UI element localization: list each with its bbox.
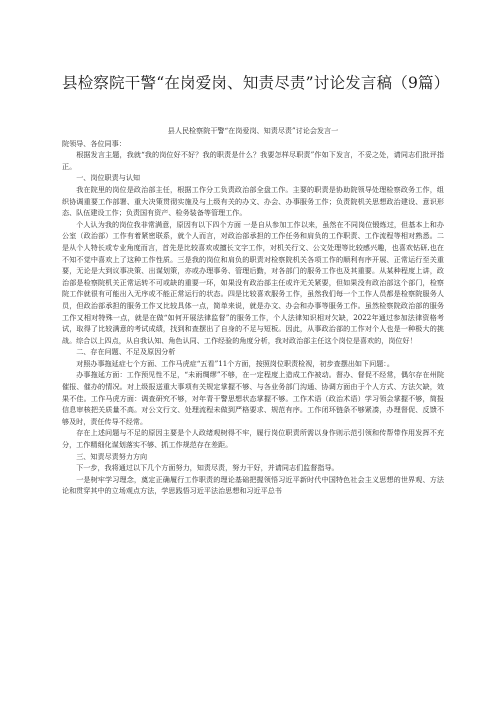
- paragraph: 办事拖延方面：工作预见性不足，“未雨绸缪”不够，在一定程度上造成工作被动。督办、督促不经常，偶尔存在州院催报、催办的情况。对上级报送重大事项有关规定掌握不够、与各业务部门沟通、协调方面由于个人方式、方法欠缺，效果不佳。工作马虎方面：调查研究不够，对年青干警思想状态掌握不够。工作术语（政治术语）学习领会掌握不够，简报信息审核把关质量不高。对公文行文、处理流程未做到严格要求、规范有序。工作闭环链条不够紧凑，办理督促、反馈不够及时，责任传导不经常。: [62, 370, 444, 426]
- paragraph: 存在上述问题与不足的原因主要是个人政绪观树得不牢，履行岗位职责所需以身作则示范引领和传帮带作用发挥不充分，工作精细化谋划落实不够、抓工作规范存在差距。: [62, 428, 444, 450]
- section-heading: 二、存在问题、不足及原因分析: [76, 347, 176, 357]
- paragraph: 对照办事拖延症七个方面、工作马虎症“五看”11个方面，按照岗位职责检视，初步查摆出如下问题：。: [76, 358, 394, 368]
- paragraph: 我在院里的岗位是政治部主任，根据工作分工负责政治部全盘工作。主要的职责是协助院领导处理检察政务工作，组织协调重要工作部署、重大决策贯彻实施及与上级有关的办文、办会、办事服务工作；负责院机关思想政治建设、意识形态、队伍建设工作；负责国有资产、检务装备等管理工作。: [62, 184, 444, 218]
- paragraph: 根据发言主题，我就“我的岗位好不好？我的职责是什么？我要怎样尽职责”作如下发言，不妥之处，请同志们批评指正。: [62, 150, 444, 171]
- salutation: 院领导、各位同事：: [62, 138, 126, 148]
- document-subtitle: 县人民检察院干警“在岗爱岗、知责尽责”讨论会发言一: [167, 126, 339, 135]
- document-title: 县检察院干警“在岗爱岗、知责尽责”讨论发言稿（9篇）: [62, 74, 450, 92]
- section-heading: 三、知责尽责努力方向: [76, 451, 148, 461]
- document-body: [62, 125, 444, 497]
- paragraph: 下一步，我将通过以下几个方面努力，知责尽责，努力干好，并请同志们监督指导。: [76, 463, 339, 473]
- paragraph: 一是树牢学习理念，奠定正确履行工作职责的理论基础把握领悟习近平新时代中国特色社会主义思想的世界观、方法论和贯穿其中的立场观点方法，学思践悟习近平法治思想和习近平总书: [62, 474, 444, 496]
- paragraph: 个人认为我的岗位我非常满意，原因有以下四个方面 一是自从参加工作以来，虽然在不同岗位锻炼过，但基本上和办公室（政治部）工作有着紧密联系，就个人而言，对政治部承担的工作任务和肩负的工作职责、工作流程等相对熟悉。二是从个人特长或专业角度而言，首先是比较喜欢或擅长文字工作，对机关行文、公文处理等比较感兴趣，也喜欢钻研,也在不知不觉中喜欢上了这种工作性质。三是我的岗位和肩负的职责对检察院机关各项工作的顺利有序开展、正常运行至关重要，无论是大到议事决策、出谋划策，亦或办理事务、管理后勤，对各部门的服务工作也及其重要。从某种程度上讲，政治部是检察院机关正常运转不可或缺的重要一环，如果没有政治部主任或许无关紧要，但如果没有政治部这个部门，检察院工作就很有可能出入无序或不能正常运行的状态。四是比较喜欢服务工作，虽然我们每一个工作人员都是检察院服务人员，但政治部承担的服务工作又比较具体一点，简单来说，就是办文、办会和办事等服务工作。虽然检察院政治部的服务工作又相对特殊一点，就是在做“如何开展法律监督”的服务工作，个人法律知识相对欠缺，2022年通过参加法律资格考试，取得了比较满意的考试成绩，找到和查摆出了自身的不足与短板。因此，从事政治部的工作对个人也是一种极大的挑战。综合以上四点，从自我认知、角色认同、工作经验的角度分析，我对政治部主任这个岗位是喜欢的，岗位好！: [62, 219, 444, 345]
- section-heading: 一、岗位职责与认知: [76, 173, 141, 183]
